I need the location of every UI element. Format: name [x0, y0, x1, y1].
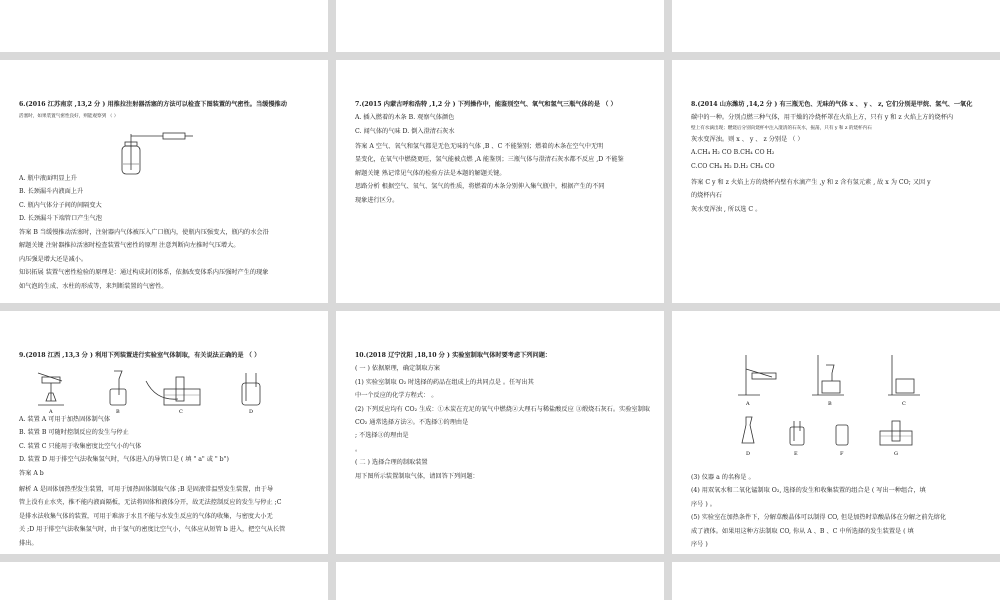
page-q10-continued	[672, 311, 1000, 554]
q8-line2: 碳中的一种。分别点燃三种气体，用干燥的冷烧杯罩在火焰上方，只有 y 和 z 火焰上方的烧杯内	[691, 114, 954, 122]
q9-explain-2: 管上没有止水夹，推不能内液面隔板，无法将固体和液体分开，故无法控制反应的发生与停止 ;C	[19, 499, 282, 507]
q8-option-ab: A.CH₄ H₂ CO B.CH₄ CO H₂	[691, 149, 775, 157]
q8-title: 8.(2014 山东潍坊 ,14,2 分 ) 有三瓶无色、无味的气体 x 、 y 、 z, 它们分别是甲烷、氢气、一氧化	[691, 101, 973, 108]
page-strip-top-left	[0, 0, 328, 52]
q8-answer: 答案 C y 和 z 火焰上方的烧杯内壁有水滴产生 ,y 和 z 含有氢元素 , 故 x 为 CO; 又因 y	[691, 179, 931, 186]
page-strip-top-right	[672, 0, 1000, 52]
q6-extension-cont: 如气泡的生成、水柱的形成等，来判断装置的气密性。	[19, 282, 168, 290]
q9-explain-3: 是排水法收集气体的装置，可用于难溶于水且不能与水发生反应的气体的收集，与密度大小无	[19, 512, 273, 520]
q6-title: 6.(2016 江苏南京 ,13,2 分 ) 用推拉注射器活塞的方法可以检查下图装置的气密性。当缓慢推动	[19, 101, 287, 108]
page-q9	[0, 311, 328, 554]
q8-line3: 灰水变浑浊。则 x 、 y 、 z 分别是 （ ）	[691, 136, 804, 143]
q6-key-point: 解题关键 注射器推拉活塞时检查装置气密性的原理 注意判断向左推时气压增大。	[19, 242, 240, 250]
q10-section-2-intro: 用下图所示装置制取气体，请回答下列问题：	[355, 472, 479, 480]
q7-analysis-cont: 现象进行区分。	[355, 196, 399, 204]
page-q10	[336, 311, 664, 554]
q9-option-b: B. 装置 B 可随时控制反应的发生与停止	[19, 429, 129, 437]
q9-explain-5: 排出。	[19, 539, 38, 547]
q10-section-1: ( 一 ) 依据原理，确定制取方案	[355, 365, 440, 373]
q10-part-1: (1) 实验室制取 O₂ 时选择的药品在组成上的共同点是 。任写出其	[355, 378, 534, 386]
q10-section-2: ( 二 ) 选择合理的制取装置	[355, 459, 428, 467]
page-q7	[336, 60, 664, 303]
q9-explain-1: 解析 A 是固体加热型发生装置，可用于加热固体制取气体 ;B 是固液常温型发生装置，由于导	[19, 486, 274, 493]
q10-label-b: B	[828, 401, 832, 407]
page-strip-bottom-middle	[336, 562, 664, 600]
q7-analysis: 思路分析 根据空气、氧气、氢气的性质，将燃着的木条分别伸入集气瓶中，根据产生的不同	[355, 183, 605, 191]
q6-answer-cont: 内压强是增大还是减小。	[19, 255, 88, 263]
q8-answer-end: 灰水变浑浊 , 所以选 C 。	[691, 205, 762, 213]
q7-answer: 答案 A 空气、氧气和氢气都是无色无味的气体 ,B 、C 不能鉴别；燃着的木条在空气中无明	[355, 143, 604, 150]
q8-small-line: 壁上有水滴出现；燃烧后分别向烧杯中注入澄清的石灰水，振荡，只有 y 和 z 的烧杯内石	[691, 126, 872, 131]
q10-part-3: (3) 仪器 a 的名称是 。	[691, 474, 755, 481]
q6-option-a: A. 瓶中液面明显上升	[19, 175, 77, 182]
q6-option-b: B. 长颈漏斗内液面上升	[19, 188, 84, 196]
q7-option-ab: A. 插入燃着的木条 B. 观察气体颜色	[355, 114, 455, 122]
q7-key-point: 解题关键 熟记常见气体的检验方法是本题的解题关键。	[355, 169, 506, 177]
page-strip-top-middle	[336, 0, 664, 52]
q6-option-d: D. 长颈漏斗下端管口产生气泡	[19, 215, 102, 223]
q10-label-a: A	[746, 401, 750, 407]
q10-part-2: (2) 下列反应均有 CO₂ 生成：①木炭在充足的氧气中燃烧②大理石与稀盐酸反应 ③煅烧石灰石。实验室制取	[355, 405, 650, 413]
q10-title: 10.(2018 辽宁沈阳 ,18,10 分 ) 实验室制取气体时要考虑下列问题：	[355, 352, 552, 359]
q9-label-a: A	[49, 409, 53, 415]
q10-label-f: F	[840, 451, 844, 457]
q10-part-5-cont: 成了液体。如果用这种方法制取 CO, 你从 A 、B 、C 中所选择的发生装置是 ( 填	[691, 527, 914, 535]
q10-part-1-cont: 中一个反应的化学方程式： 。	[355, 392, 438, 400]
q7-title: 7.(2015 内蒙古呼和浩特 ,1,2 分 ) 下列操作中，能鉴别空气、氧气和氢气三瓶气体的是 （ ）	[355, 101, 617, 108]
q6-option-c: C. 瓶内气体分子间的间隔变大	[19, 201, 102, 209]
q10-part-2-cont: CO₂ 通常选择方法②。不选择①的理由是	[355, 419, 469, 427]
q9-title: 9.(2018 江西 ,13,3 分 ) 利用下列装置进行实验室气体制取，有关说法正确的是 （ ）	[19, 352, 261, 359]
q9-option-a: A. 装置 A 可用于加热固体制气体	[19, 416, 111, 423]
q10-part-5: (5) 实验室在加热条件下，分解草酸晶体可以制得 CO, 但是加热时草酸晶体在分解之前先熔化	[691, 514, 947, 522]
q8-option-cd: C.CO CH₄ H₂ D.H₂ CH₄ CO	[691, 162, 775, 170]
q9-answer: 答案 A b	[19, 470, 44, 477]
q10-label-c: C	[902, 401, 906, 407]
q9-apparatus-figure	[36, 367, 276, 415]
q6-extension: 知识拓展 装置气密性检验的原理是：通过构成封闭体系，依据改变体系内压强时产生的现象	[19, 269, 269, 277]
q10-part-4: (4) 用双氧水和二氧化锰制取 O₂, 选择的发生和收集装置的组合是 ( 写出一种组合，填	[691, 487, 926, 495]
q10-apparatus-figure	[732, 351, 932, 471]
q9-option-d: D. 装置 D 用于排空气法收集氢气时，气体进入的导管口是 ( 填 " a" 或 " b")	[19, 456, 229, 464]
q10-label-g: G	[894, 451, 898, 457]
q7-option-cd: C. 闻气体的气味 D. 倒入澄清石灰水	[355, 127, 455, 135]
page-q8	[672, 60, 1000, 303]
q8-answer-cont: 的烧杯内石	[691, 192, 722, 200]
q10-part-2-reason: ; 不选择③的理由是	[355, 432, 409, 440]
q10-label-d: D	[746, 451, 751, 457]
q9-label-d: D	[249, 409, 254, 415]
q10-label-e: E	[794, 451, 798, 457]
q10-part-5-end: 序号 )	[691, 541, 708, 549]
page-strip-bottom-left	[0, 562, 328, 600]
q6-subtitle: 活塞时，如果装置气密性良好，则能观察到 （ ）	[19, 114, 119, 119]
q6-syringe-apparatus-figure	[118, 132, 198, 180]
q7-answer-cont: 显变化，在氧气中燃烧更旺，氢气能被点燃 ,A 能鉴别；三瓶气体与澄清石灰水都不反应 ,D 不能鉴	[355, 156, 624, 164]
q9-label-c: C	[179, 409, 183, 415]
q9-option-c: C. 装置 C 只能用于收集密度比空气小的气体	[19, 442, 142, 450]
page-strip-bottom-right	[672, 562, 1000, 600]
page-q6	[0, 60, 328, 303]
q9-explain-4: 关 ;D 用于排空气法收集氢气时，由于氢气的密度比空气小，气体应从短管 b 进入，把空气从长管	[19, 526, 286, 534]
q9-label-b: B	[116, 409, 120, 415]
q10-part-2-end: 。	[355, 445, 362, 453]
q6-answer: 答案 B 当缓慢推动活塞时，注射器内气体被压入广口瓶内，使瓶内压强变大，瓶内的水会沿	[19, 229, 269, 236]
q10-part-4-cont: 序号 ) 。	[691, 500, 716, 508]
